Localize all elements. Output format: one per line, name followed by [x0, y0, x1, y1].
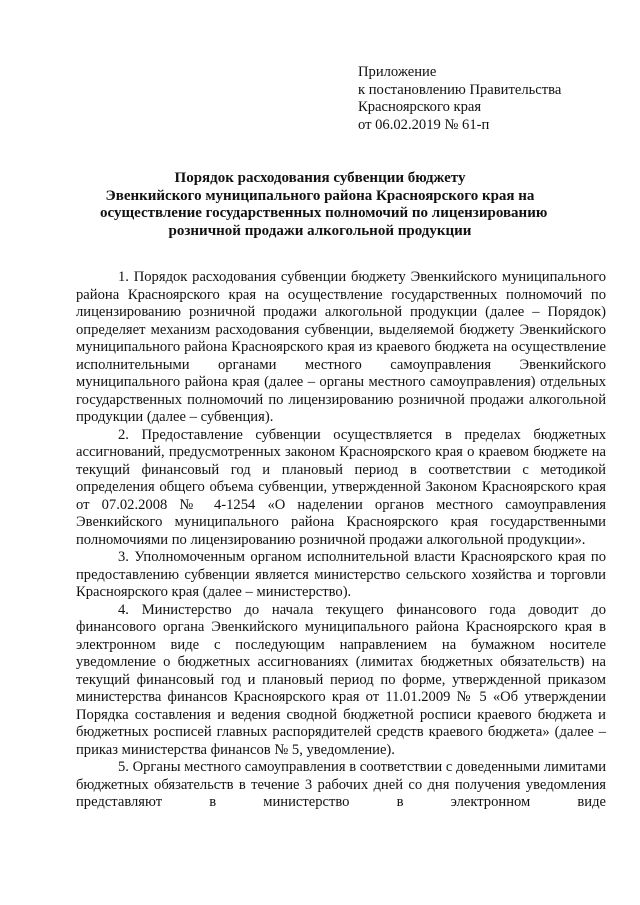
appendix-line: от 06.02.2019 № 61-п	[358, 116, 490, 133]
paragraph-4: 4. Министерство до начала текущего финансового года доводит до финансового органа Эвенкийского муниципального района Красноярского края в электронном виде с последующим направлением на бумажном носителе уведомление о бюджетных ассигнованиях (лимитах бюджетных обязательств) на текущий финансовый год и плановый период по форме, утвержденной приказом министерства финансов Красноярского края от 11.01.2009 № 5 «Об утверждении Порядка составления и ведения сводной бюджетной росписи краевого бюджета и бюджетных росписей главных распорядителей средств краевого бюджета» (далее – приказ министерства финансов № 5, уведомление).	[76, 601, 606, 758]
appendix-header	[358, 64, 561, 134]
paragraph-1: 1. Порядок расходования субвенции бюджету Эвенкийского муниципального района Красноярского края на осуществление государственных полномочий по лицензированию розничной продажи алкогольной продукции (далее – Порядок) определяет механизм расходования субвенции, выделяемой бюджету Эвенкийского муниципального района Красноярского края из краевого бюджета на осуществление исполнительными органами местного самоуправления Эвенкийского муниципального района края (далее – органы местного самоуправления) отдельных государственных полномочий по лицензированию розничной продажи алкогольной продукции (далее – субвенция).	[76, 269, 606, 425]
title-line: Порядок расходования субвенции бюджету	[174, 170, 466, 186]
title-line: розничной продажи алкогольной продукции	[168, 222, 472, 239]
document-title	[100, 170, 548, 240]
appendix-line: Приложение	[358, 64, 437, 80]
paragraph-5: 5. Органы местного самоуправления в соответствии с доведенными лимитами бюджетных обязательств в течение 3 рабочих дней со дня получения уведомления представляют в министерство в электронном виде	[76, 759, 607, 810]
paragraph-2: 2. Предоставление субвенции осуществляется в пределах бюджетных ассигнований, предусмотренных законом Красноярского края о краевом бюджете на текущий финансовый год и плановый период в соответствии с методикой определения общего объема субвенции, утвержденной Законом Красноярского края от 07.02.2008 № 4-1254 «О наделении органов местного самоуправления Эвенкийского муниципального района Красноярского края государственными полномочиями по лицензированию розничной продажи алкогольной продукции».	[76, 426, 606, 548]
title-line: осуществление государственных полномочий по лицензированию	[100, 205, 548, 222]
appendix-line: к постановлению Правительства	[358, 81, 562, 98]
title-line: Эвенкийского муниципального района Красноярского края на	[105, 187, 535, 204]
document-body	[76, 269, 606, 812]
appendix-line: Красноярского края	[358, 99, 482, 115]
paragraph-3: 3. Уполномоченным органом исполнительной власти Красноярского края по предоставлению субвенции является министерство сельского хозяйства и торговли Красноярского края (далее – министерство).	[76, 549, 606, 600]
